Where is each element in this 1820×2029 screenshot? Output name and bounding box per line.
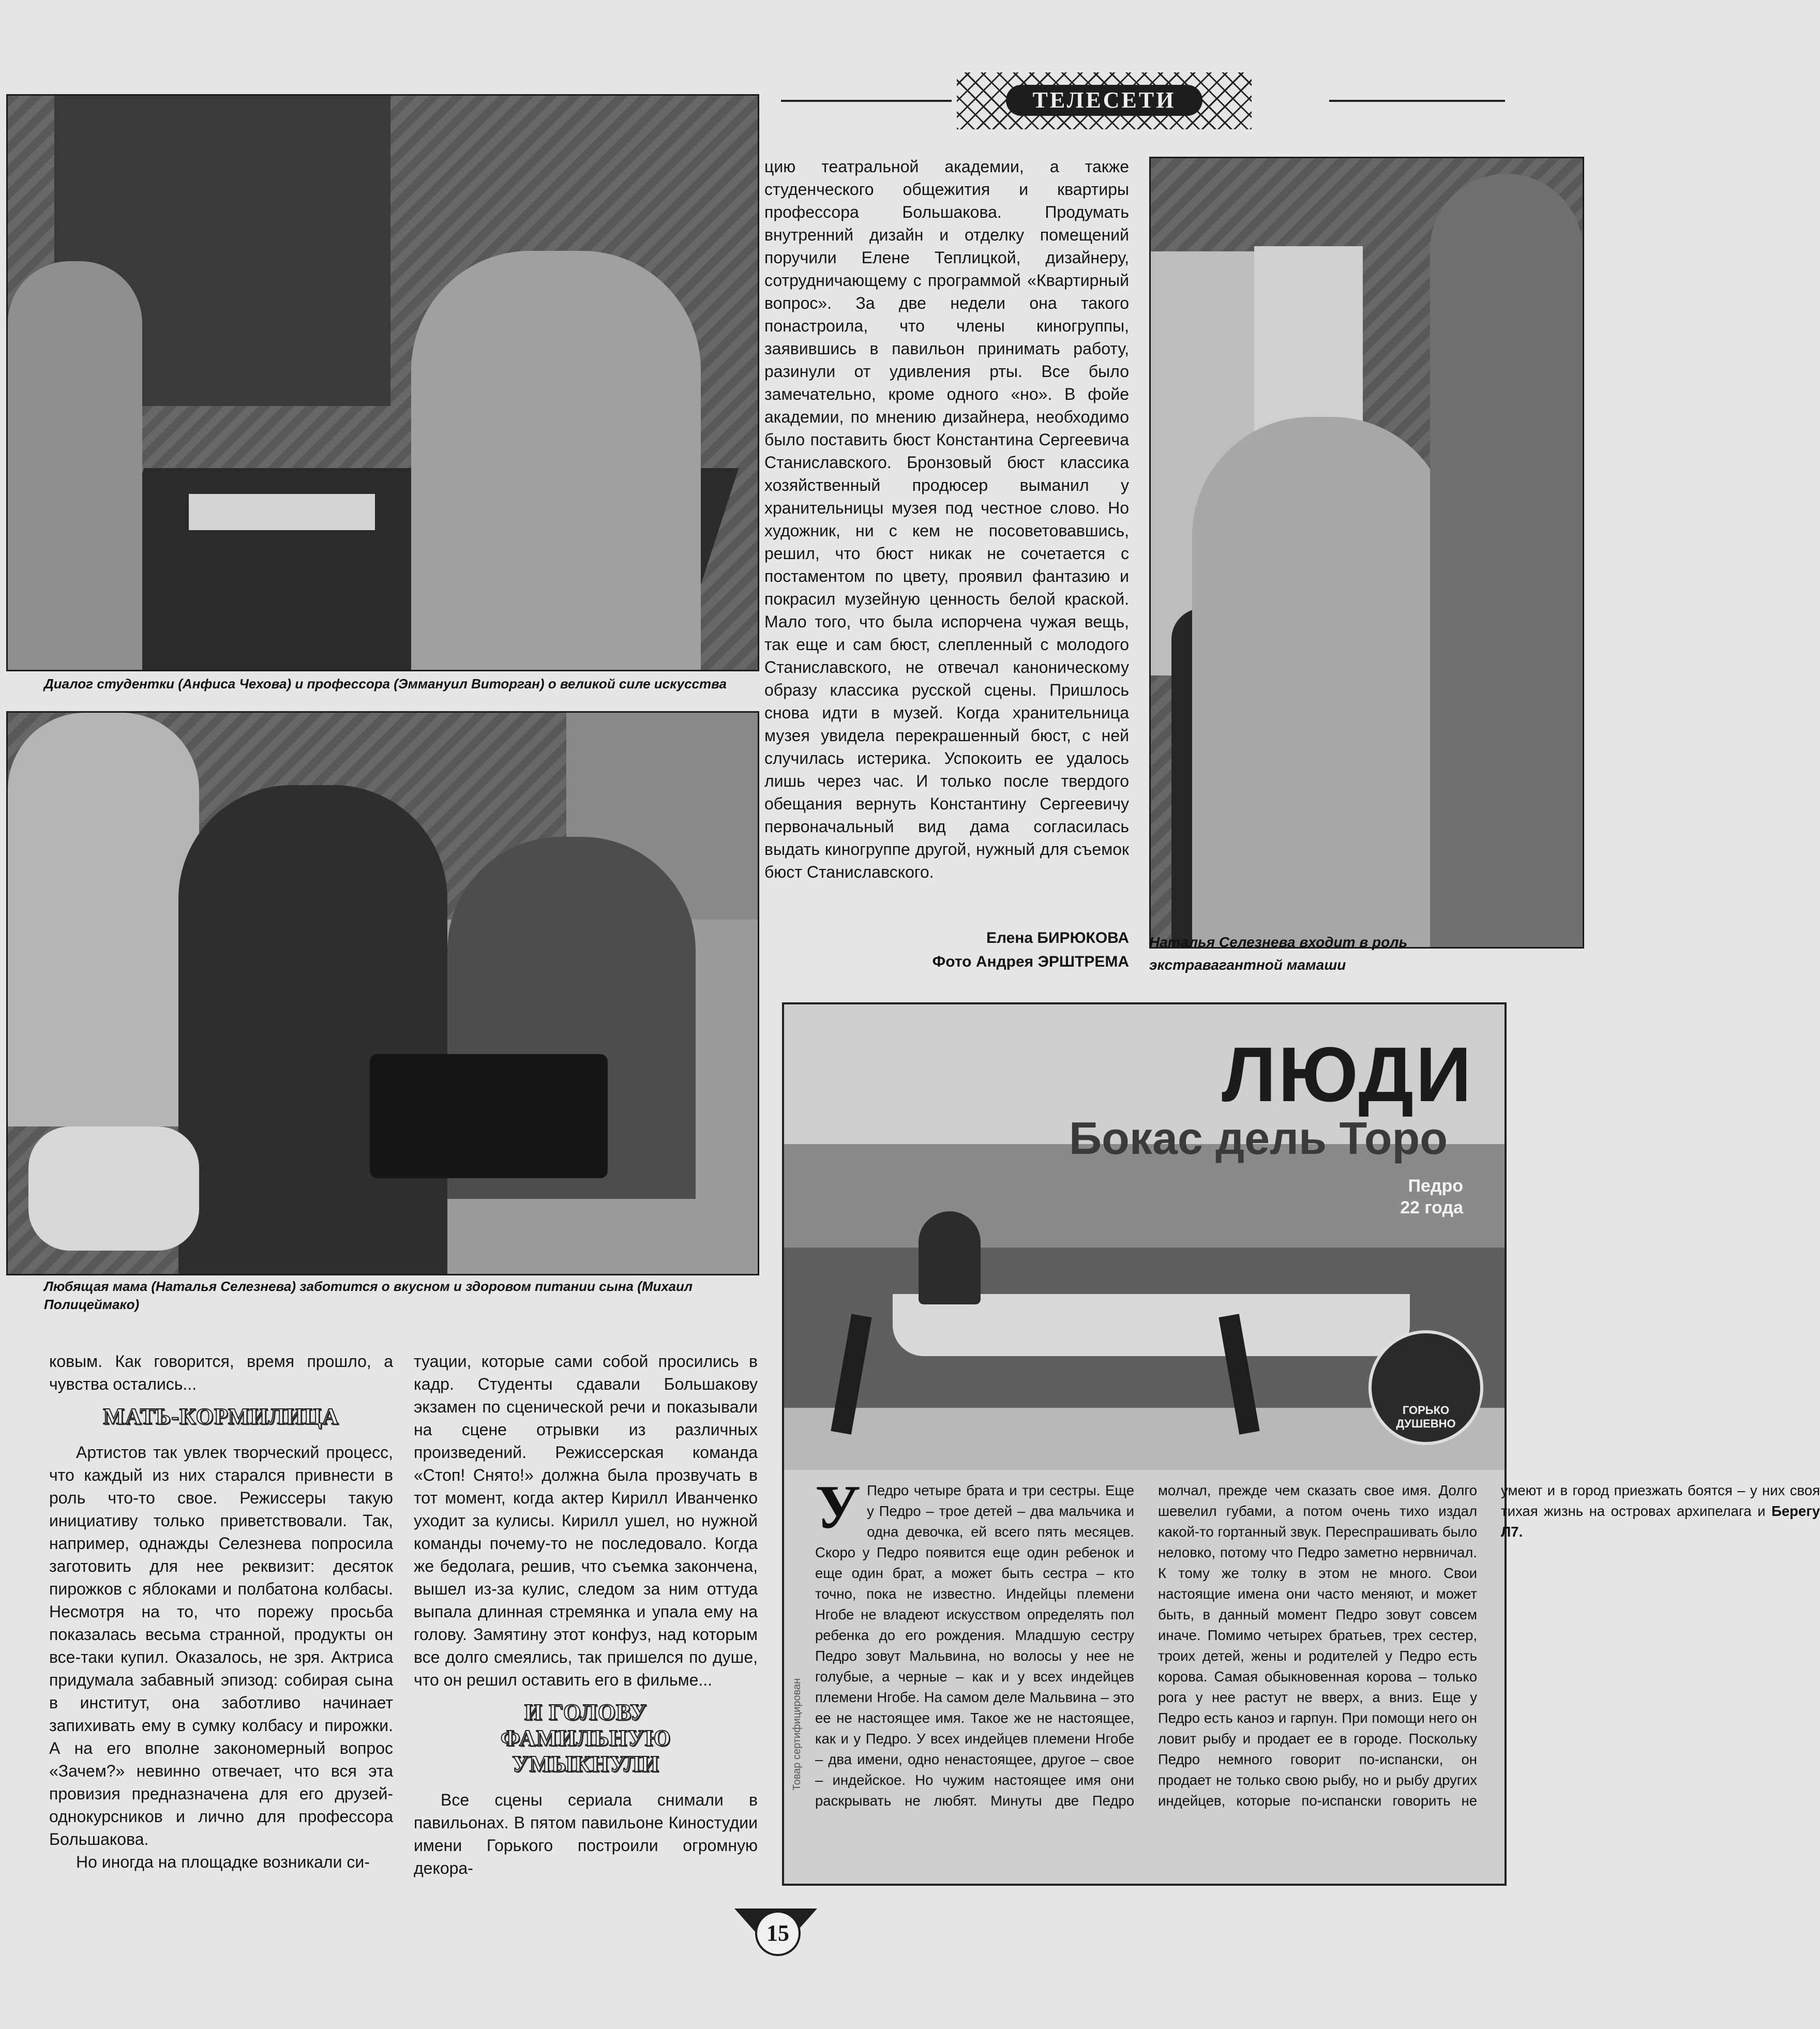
photo-dialogue <box>6 94 759 671</box>
hairdresser-person <box>1430 174 1583 947</box>
article-column-2 <box>414 1350 758 1924</box>
papers <box>189 494 375 530</box>
subhead-golovu: И ГОЛОВУ ФАМИЛЬНУЮ УМЫКНУЛИ <box>500 1700 671 1777</box>
caption-hairdresser: Наталья Селезнева входит в роль экстравагантной мамаши <box>1149 934 1408 973</box>
subhead-mat-kormilitsa: МАТЬ-КОРМИЛИЦА <box>103 1404 339 1429</box>
page-number: 15 <box>755 1911 801 1956</box>
ad-boatman <box>919 1211 981 1304</box>
ad-body-text <box>815 1472 1820 1811</box>
ad-brand: Берегу Л7. <box>1501 1503 1820 1540</box>
bag <box>28 1126 199 1251</box>
rubric-rule-left <box>781 100 952 102</box>
rubric-header <box>957 72 1252 129</box>
byline-author: Елена БИРЮКОВА <box>986 929 1129 946</box>
ad-title: ЛЮДИ <box>1222 1031 1473 1118</box>
column-2-paragraph: туации, которые сами собой просились в кадр. Студенты сдавали Большакову экзамен по сценической речи и показывали на сцене отрывки из различных произведений. Режиссерская команда «Стоп! Снято!» должна была прозвучать в тот момент, когда актер Кирилл Иванченко уходит за кулисы. Кирилл ушел, но нужной команды почему-то не последовало. Когда же бедолага, решив, что съемка закончена, вышел из-за кулис, следом за ним оттуда выпала длинная стремянка и упала ему на голову. Замятину этот конфуз, над которым все долго смеялись, так пришелся по душе, что он решил оставить его в фильме... <box>414 1352 758 1689</box>
caption-mother-son: Любящая мама (Наталья Селезнева) заботится о вкусном и здоровом питании сына (Михаил Полицеймако) <box>44 1279 693 1313</box>
ad-person-name: Педро <box>1408 1176 1463 1196</box>
ad-certification-note: Товар сертифицирован <box>791 1678 803 1791</box>
article-column-1 <box>49 1350 393 1924</box>
photo-mother-son <box>6 711 759 1275</box>
ad-subtitle: Бокас дель Торо <box>1069 1113 1448 1164</box>
ad-outrigger-left <box>831 1314 871 1434</box>
article-top-column <box>764 155 1129 949</box>
ad-drop-cap: У <box>815 1472 861 1541</box>
ad-logo-text: ГОРЬКО ДУШЕВНО <box>1396 1404 1456 1430</box>
seated-woman <box>1192 417 1451 947</box>
ad-person-age: 22 года <box>1400 1198 1463 1218</box>
byline-photo: Фото Андрея ЭРШТРЕМА <box>932 953 1129 970</box>
article-top-paragraph: цию театральной академии, а также студенческого общежития и квартиры профессора Большакова. Продумать внутренний дизайн и отделку помещений поручили Елене Теплицкой, дизайнеру, сотрудничающему с программой «Квартирный вопрос». За две недели она такого понастроила, что члены киногруппы, заявившись в павильон принимать работу, разинули от удивления рты. Все было замечательно, кроме одного «но». В фойе академии, по мнению дизайнера, необходимо было поставить бюст Константина Сергеевича Станиславского. Бронзовый бюст классика хозяйственный продюсер выманил у хранительницы музея под честное слово. Но художник, ни с кем не посоветовавшись, решил, что бюст никак не сочетается с постаментом по цвету, проявил фантазию и покрасил музейную ценность белой краской. Мало того, что была испорчена чужая вещь, так еще и сам бюст, слепленный с молодого Станиславского, не отвечал каноническому образу классика русской сцены. Пришлось снова идти в музей. Когда хранительница музея увидела перекрашенный бюст, с ней случилась истерика. Успокоить ее удалось лишь через час. И только после твердого обещания вернуть Константину Сергеевичу первоначальный вид дама согласилась выдать киногруппе другой, нужный для съемок бюст Станиславского. <box>764 157 1129 881</box>
person-standing <box>8 713 199 1126</box>
caption-dialogue: Диалог студентки (Анфиса Чехова) и профессора (Эммануил Виторган) о великой силе искусства <box>44 676 727 692</box>
person-right <box>411 251 701 670</box>
column-1-paragraph: Артистов так увлек творческий процесс, что каждый из них старался привнести в роль что-то свое. Режиссеры такую инициативу только приветствовали. Так, например, однажды Селезнева попросила заготовить для нее реквизит: десяток пирожков с яблоками и полбатона колбасы. Несмотря на то, что порежу просьба показалась весьма странной, продукты он все-таки купил. Оказалось, не зря. Актриса придумала забавный эпизод: собирая сына в институт, она заботливо начинает запихивать ему в сумку колбасу и пирожки. А на его вполне закономерный вопрос «Зачем?» невинно отвечает, что вся эта провизия предназначена для его друзей-однокурсников и лично для профессора Большакова. <box>49 1443 393 1848</box>
column-1-paragraph-2: Но иногда на площадке возникали си- <box>76 1853 370 1871</box>
ad-person <box>1400 1175 1463 1219</box>
advertisement-lyudi <box>782 1002 1820 1886</box>
ad-logo-emblem <box>1368 1330 1483 1445</box>
rubric-rule-right <box>1329 100 1505 102</box>
ad-body: Педро четыре брата и три сестры. Еще у Педро – трое детей – два мальчика и одна девочка, ей всего пять месяцев. Скоро у Педро появится еще один ребенок и еще один брат, а может быть сестра – кто точно, пока не известно. Индейцы племени Нгобе не владеют искусством определять пол ребенка до его рождения. Младшую сестру Педро зовут Мальвина, но волосы у нее не голубые, а черные – как и у всех индейцев племени Нгобе. На самом деле Мальвина – это ее не настоящее имя. Такое же не настоящее, как и у Педро. У всех индейцев племени Нгобе – два имени, одно ненастоящее, другое – свое – индейское. Но чужим настоящее имя они раскрывать не любят. Минуты две Педро молчал, прежде чем сказать свое имя. Долго шевелил губами, а потом очень тихо издал какой-то гортанный звук. Переспрашивать было неловко, потому что Педро заметно нервничал. К тому же толку в этом не много. Свои настоящие имена они часто меняют, и может быть, в данный момент Педро зовут совсем иначе. Помимо четырех братьев, трех сестер, троих детей, жены и родителей у Педро есть корова. Самая обыкновенная корова – только рога у нее растут не вверх, а вниз. Еще у Педро есть каноэ и гарпун. При помощи него он ловит рыбу и продает ее в городе. Поскольку Педро немного говорит по-испански, он продает не только свою рыбу, но и рыбу других индейцев, которые по-испански говорить не умеют и в город приезжать боятся – у них своя тихая жизнь на островах архипелага и <box>815 1482 1820 1809</box>
column-1-intro: ковым. Как говорится, время прошло, а чувства остались... <box>49 1352 393 1393</box>
photo-hairdresser <box>1149 157 1584 949</box>
person-mother <box>178 785 447 1274</box>
rubric-label: ТЕЛЕСЕТИ <box>1006 85 1202 116</box>
page-number-badge <box>734 1908 817 1955</box>
briefcase <box>370 1054 608 1178</box>
person-left <box>8 261 142 670</box>
column-2-paragraph-2: Все сцены сериала снимали в павильонах. В пятом павильоне Киностудии имени Горького построили огромную декора- <box>414 1791 758 1877</box>
